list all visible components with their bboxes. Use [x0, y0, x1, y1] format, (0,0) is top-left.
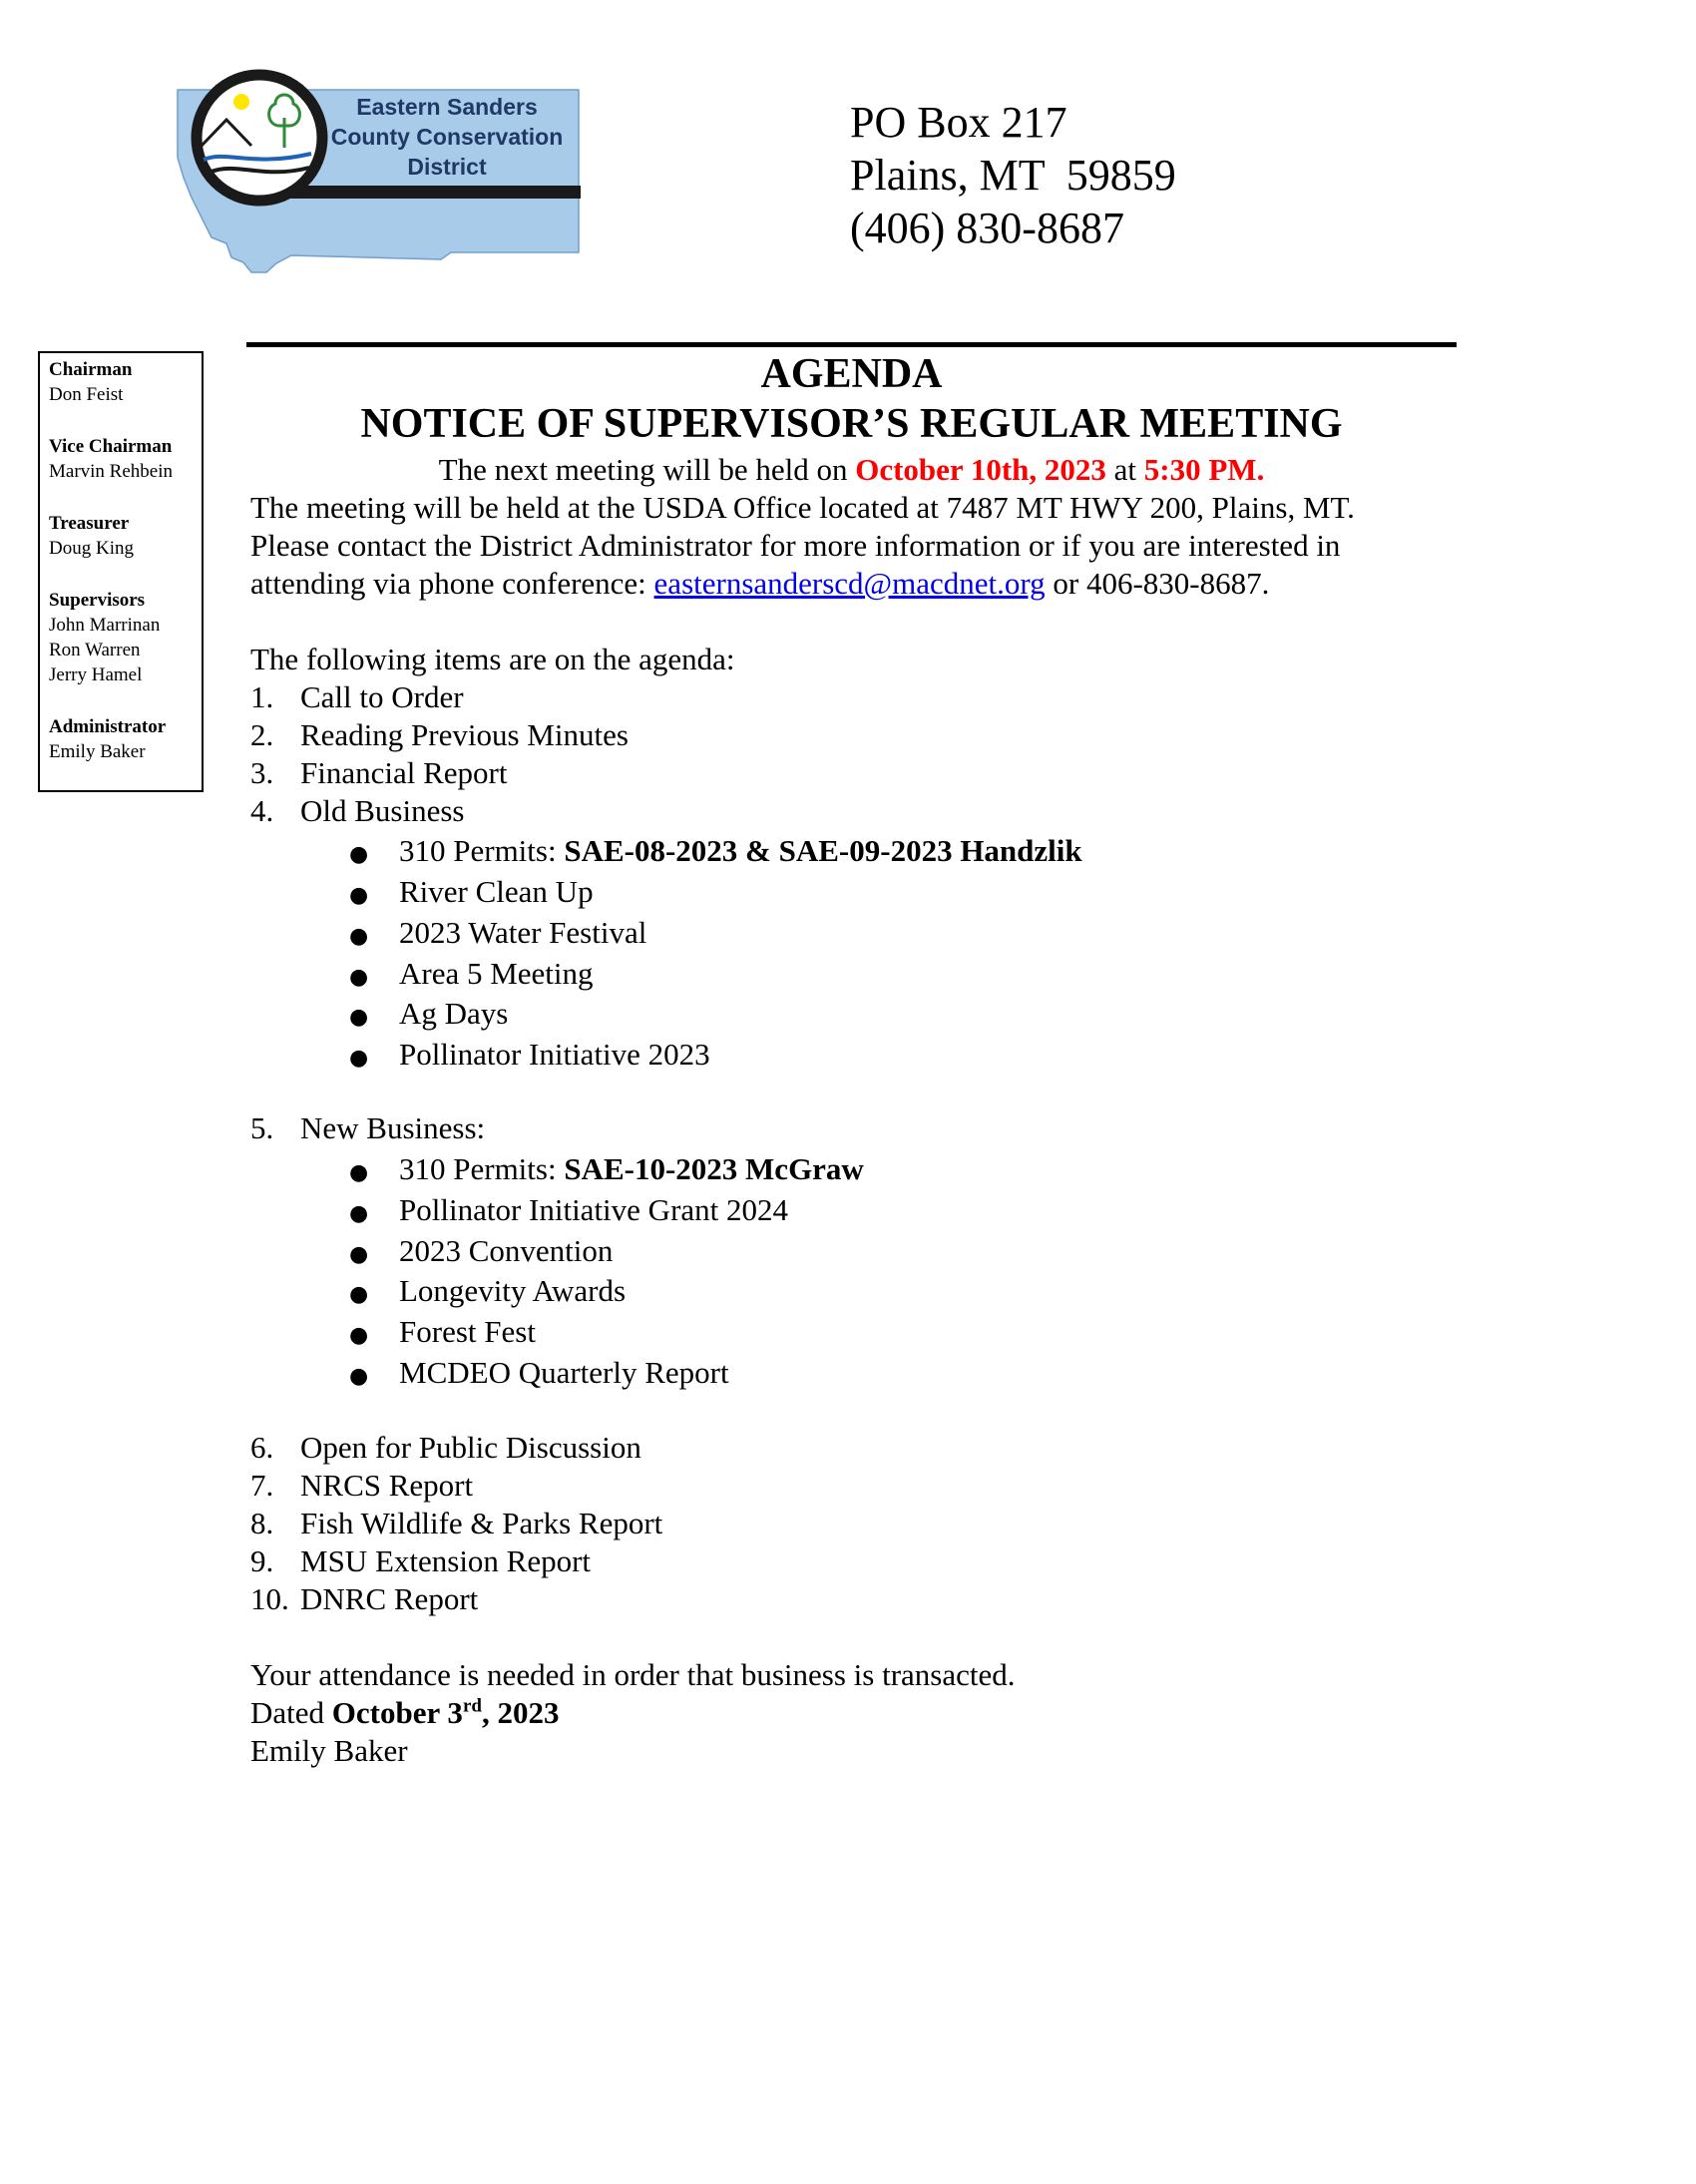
bullet-icon: ●: [349, 1201, 369, 1226]
bullet-text: Pollinator Initiative Grant 2024: [399, 1192, 789, 1227]
sun-icon: [233, 94, 249, 110]
bullet-icon: ●: [349, 1160, 369, 1185]
item-text: Open for Public Discussion: [300, 1430, 641, 1465]
item-number: 4.: [250, 793, 274, 828]
meeting-announcement: [246, 451, 1457, 489]
item-text: NRCS Report: [300, 1468, 474, 1503]
agenda-item: [250, 1467, 473, 1505]
attendance-note: Your attendance is needed in order that business is transacted.: [250, 1657, 1016, 1692]
bullet-icon: ●: [349, 1242, 369, 1267]
agenda-intro: The following items are on the agenda:: [250, 642, 735, 676]
permit-numbers: SAE-08-2023 & SAE-09-2023 Handzlik: [564, 833, 1082, 868]
agenda-item: [250, 754, 507, 792]
agenda-item: [250, 678, 464, 716]
item-number: 1.: [250, 679, 274, 714]
agenda-item: [250, 716, 629, 754]
agenda-item: [250, 1580, 478, 1618]
phone-suffix: or 406-830-8687.: [1045, 566, 1270, 601]
bullet-icon: ●: [349, 1323, 369, 1348]
old-business-item: [349, 832, 1082, 874]
bullet-text: Longevity Awards: [399, 1273, 627, 1308]
bullet-text: River Clean Up: [399, 874, 594, 909]
logo-line-2: County Conservation: [330, 124, 564, 150]
agenda-item: [250, 1429, 641, 1467]
mailing-address: [850, 96, 1176, 254]
dated-prefix: Dated: [250, 1695, 332, 1730]
bullet-icon: ●: [349, 1282, 369, 1307]
new-business-item: [349, 1313, 536, 1355]
bullet-text: Forest Fest: [399, 1314, 536, 1349]
bullet-icon: ●: [349, 883, 369, 908]
agenda-title: AGENDA: [760, 351, 943, 397]
item-number: 2.: [250, 717, 274, 752]
meeting-time: 5:30 PM.: [1143, 452, 1265, 487]
bullet-text: 2023 Water Festival: [399, 915, 647, 950]
bullet-text: 2023 Convention: [399, 1233, 614, 1268]
phone-prefix: attending via phone conference:: [250, 566, 654, 601]
notice-title: NOTICE OF SUPERVISOR’S REGULAR MEETING: [360, 401, 1343, 447]
contact-line: Please contact the District Administrator for more information or if you are interested in: [250, 528, 1341, 563]
item-text: Fish Wildlife & Parks Report: [300, 1506, 663, 1540]
treasurer-role: Treasurer: [49, 513, 130, 534]
vice-chairman-role: Vice Chairman: [49, 436, 173, 457]
agenda-item: [250, 1542, 591, 1580]
new-business-item: [349, 1354, 729, 1396]
new-business-item: [349, 1191, 788, 1233]
item-text: Financial Report: [300, 755, 508, 790]
item-number: 3.: [250, 755, 274, 790]
bullet-icon: ●: [349, 1364, 369, 1389]
supervisor-name: Ron Warren: [49, 640, 141, 660]
location-line: The meeting will be held at the USDA Office located at 7487 MT HWY 200, Plains, MT.: [250, 490, 1355, 525]
item-text: Reading Previous Minutes: [300, 717, 629, 752]
meeting-at: at: [1105, 452, 1144, 487]
dated-date: [332, 1695, 560, 1730]
item-number: 8.: [250, 1506, 274, 1540]
vice-chairman-group: [49, 434, 202, 484]
header-divider: [246, 342, 1457, 347]
supervisors-role: Supervisors: [49, 590, 146, 611]
treasurer-group: [49, 511, 202, 561]
address-line-1: PO Box 217: [850, 98, 1067, 147]
dated-month-day: October 3: [331, 1695, 463, 1730]
bullet-icon: ●: [349, 924, 369, 949]
bullet-icon: ●: [349, 1005, 369, 1030]
item-number: 10.: [250, 1581, 289, 1616]
logo-line-3: District: [407, 154, 487, 180]
meeting-prefix: The next meeting will be held on: [438, 452, 856, 487]
item-number: 9.: [250, 1543, 274, 1578]
bullet-text: Area 5 Meeting: [399, 956, 594, 991]
bullet-text: Ag Days: [399, 996, 509, 1031]
permit-numbers: SAE-10-2023 McGraw: [564, 1151, 864, 1186]
bullet-prefix: 310 Permits:: [399, 833, 565, 868]
administrator-role: Administrator: [49, 716, 167, 737]
item-text: Old Business: [300, 793, 465, 828]
logo-text: [317, 92, 577, 182]
administrator-group: [49, 714, 202, 764]
administrator-name: Emily Baker: [49, 741, 146, 762]
item-number: 5.: [250, 1110, 274, 1145]
new-business-item: [349, 1272, 626, 1314]
bullet-icon: ●: [349, 965, 369, 990]
dated-ordinal: rd: [462, 1695, 482, 1717]
treasurer-name: Doug King: [49, 538, 134, 559]
vice-chairman-name: Marvin Rehbein: [49, 461, 174, 482]
address-line-2: Plains, MT 59859: [850, 151, 1176, 200]
old-business-item: [349, 914, 646, 956]
dated-line: [250, 1694, 559, 1732]
item-text: MSU Extension Report: [300, 1543, 592, 1578]
new-business-item: [349, 1150, 864, 1192]
old-business-item: [349, 1036, 710, 1078]
bullet-prefix: 310 Permits:: [399, 1151, 565, 1186]
item-text: Call to Order: [300, 679, 464, 714]
supervisor-name: John Marrinan: [49, 615, 161, 636]
chairman-name: Don Feist: [49, 384, 124, 405]
new-business-item: [349, 1232, 613, 1274]
dated-year: , 2023: [481, 1695, 560, 1730]
old-business-item: [349, 955, 594, 997]
supervisor-name: Jerry Hamel: [49, 664, 143, 685]
email-link[interactable]: easternsanderscd@macdnet.org: [653, 566, 1046, 601]
old-business-item: [349, 873, 594, 915]
bullet-text: MCDEO Quarterly Report: [399, 1355, 729, 1390]
old-business-item: [349, 995, 508, 1037]
officers-sidebar: [38, 351, 204, 792]
item-text: New Business:: [300, 1110, 486, 1145]
agenda-item: [250, 1109, 485, 1147]
meeting-date: October 10th, 2023: [855, 452, 1106, 487]
agenda-item: [250, 1505, 662, 1542]
agenda-item: [250, 792, 465, 830]
bullet-icon: ●: [349, 842, 369, 867]
meeting-details: [250, 489, 1355, 603]
item-number: 7.: [250, 1468, 274, 1503]
item-number: 6.: [250, 1430, 274, 1465]
logo-line-1: Eastern Sanders: [356, 94, 538, 120]
address-phone: (406) 830-8687: [850, 204, 1124, 252]
supervisors-group: [49, 588, 202, 687]
item-text: DNRC Report: [300, 1581, 479, 1616]
chairman-role: Chairman: [49, 359, 133, 380]
chairman-group: [49, 357, 202, 407]
bullet-icon: ●: [349, 1046, 369, 1071]
signer-name: Emily Baker: [250, 1733, 408, 1768]
phone-conference-line: [250, 565, 1355, 603]
bullet-text: Pollinator Initiative 2023: [399, 1037, 710, 1072]
